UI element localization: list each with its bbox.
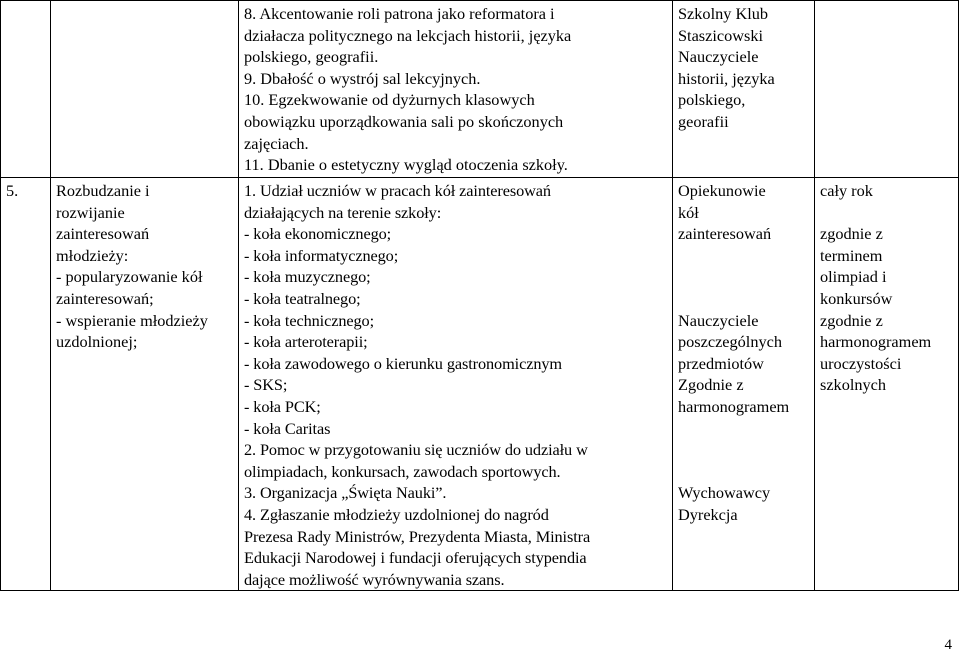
text-line: Zgodnie z xyxy=(678,375,744,395)
text-line: poszczególnych xyxy=(678,332,782,352)
text-line: - koła informatycznego; xyxy=(244,245,399,265)
cell-goal-empty xyxy=(51,1,239,178)
cell-term xyxy=(815,178,959,591)
spacer xyxy=(820,202,955,224)
text-line: - koła PCK; xyxy=(244,396,321,416)
text-line: 1. Udział uczniów w pracach kół zainteresowań xyxy=(244,181,551,200)
text-line: - popularyzowanie kół xyxy=(56,267,203,287)
text-line: polskiego, geografii. xyxy=(244,47,379,67)
text-line: Nauczyciele xyxy=(678,310,759,330)
text-line: Staszicowski xyxy=(678,25,764,45)
row-number: 5. xyxy=(6,181,19,200)
text-line: 2. Pomoc w przygotowaniu się uczniów do udziału w xyxy=(244,440,588,460)
text-line: - koła teatralnego; xyxy=(244,288,361,308)
cell-number-empty xyxy=(1,1,51,178)
page-number: 4 xyxy=(944,637,952,653)
text-line: uroczystości xyxy=(820,353,902,373)
spacer xyxy=(678,439,811,461)
text-line: kół xyxy=(678,202,699,222)
cell-responsible xyxy=(673,1,815,178)
text-line: Dyrekcja xyxy=(678,504,738,524)
text-line: 11. Dbanie o estetyczny wygląd otoczenia szkoły. xyxy=(244,155,568,175)
text-line: olimpiad i xyxy=(820,267,887,287)
text-line: - koła Caritas xyxy=(244,418,331,438)
text-line: dające możliwość wyrównywania szans. xyxy=(244,569,505,589)
text-line: - koła zawodowego o kierunku gastronomicznym xyxy=(244,353,562,373)
text-line: - koła ekonomicznego; xyxy=(244,224,392,244)
text-line: działacza politycznego na lekcjach historii, języka xyxy=(244,25,572,45)
text-line: historii, języka xyxy=(678,68,775,88)
text-line: szkolnych xyxy=(820,375,887,395)
spacer xyxy=(678,266,811,288)
text-line: Rozbudzanie i xyxy=(56,181,150,200)
text-line: Szkolny Klub xyxy=(678,4,769,23)
spacer xyxy=(678,288,811,310)
text-line: uzdolnionej; xyxy=(56,332,138,352)
text-line: polskiego, xyxy=(678,90,746,110)
text-line: zgodnie z xyxy=(820,224,883,244)
text-line: młodzieży: xyxy=(56,245,129,265)
text-line: Nauczyciele xyxy=(678,47,759,67)
cell-term-empty xyxy=(815,1,959,178)
text-line: 9. Dbałość o wystrój sal lekcyjnych. xyxy=(244,68,481,88)
cell-activities xyxy=(239,1,673,178)
text-line: cały rok xyxy=(820,181,873,200)
text-line: Edukacji Narodowej i fundacji oferujących stypendia xyxy=(244,548,587,568)
text-line: - koła arteroterapii; xyxy=(244,332,368,352)
text-line: zainteresowań xyxy=(678,224,772,244)
cell-goal xyxy=(51,178,239,591)
text-line: Wychowawcy xyxy=(678,483,771,503)
text-line: Prezesa Rady Ministrów, Prezydenta Miasta, Ministra xyxy=(244,526,591,546)
text-line: 10. Egzekwowanie od dyżurnych klasowych xyxy=(244,90,535,110)
text-line: - SKS; xyxy=(244,375,288,395)
cell-responsible xyxy=(673,178,815,591)
text-line: 4. Zgłaszanie młodzieży uzdolnionej do nagród xyxy=(244,504,549,524)
text-line: działających na terenie szkoły: xyxy=(244,202,442,222)
text-line: terminem xyxy=(820,245,883,265)
text-line: zgodnie z xyxy=(820,310,883,330)
text-line: olimpiadach, konkursach, zawodach sportowych. xyxy=(244,461,561,481)
text-line: 8. Akcentowanie roli patrona jako reformatora i xyxy=(244,4,555,23)
cell-activities xyxy=(239,178,673,591)
text-line: rozwijanie xyxy=(56,202,125,222)
spacer xyxy=(678,245,811,267)
text-line: - koła technicznego; xyxy=(244,310,374,330)
text-line: - koła muzycznego; xyxy=(244,267,371,287)
text-line: Opiekunowie xyxy=(678,181,766,200)
text-line: konkursów xyxy=(820,288,893,308)
table-row xyxy=(1,1,959,178)
text-line: harmonogramem xyxy=(820,332,932,352)
text-line: obowiązku uporządkowania sali po skończonych xyxy=(244,111,564,131)
cell-number xyxy=(1,178,51,591)
text-line: zajęciach. xyxy=(244,133,309,153)
table-row xyxy=(1,178,959,591)
text-line: - wspieranie młodzieży xyxy=(56,310,208,330)
text-line: harmonogramem xyxy=(678,396,790,416)
text-line: zainteresowań xyxy=(56,224,150,244)
text-line: 3. Organizacja „Święta Nauki”. xyxy=(244,483,447,503)
text-line: przedmiotów xyxy=(678,353,764,373)
spacer xyxy=(678,418,811,440)
text-line: georafii xyxy=(678,111,729,131)
text-line: zainteresowań; xyxy=(56,288,154,308)
spacer xyxy=(678,461,811,483)
